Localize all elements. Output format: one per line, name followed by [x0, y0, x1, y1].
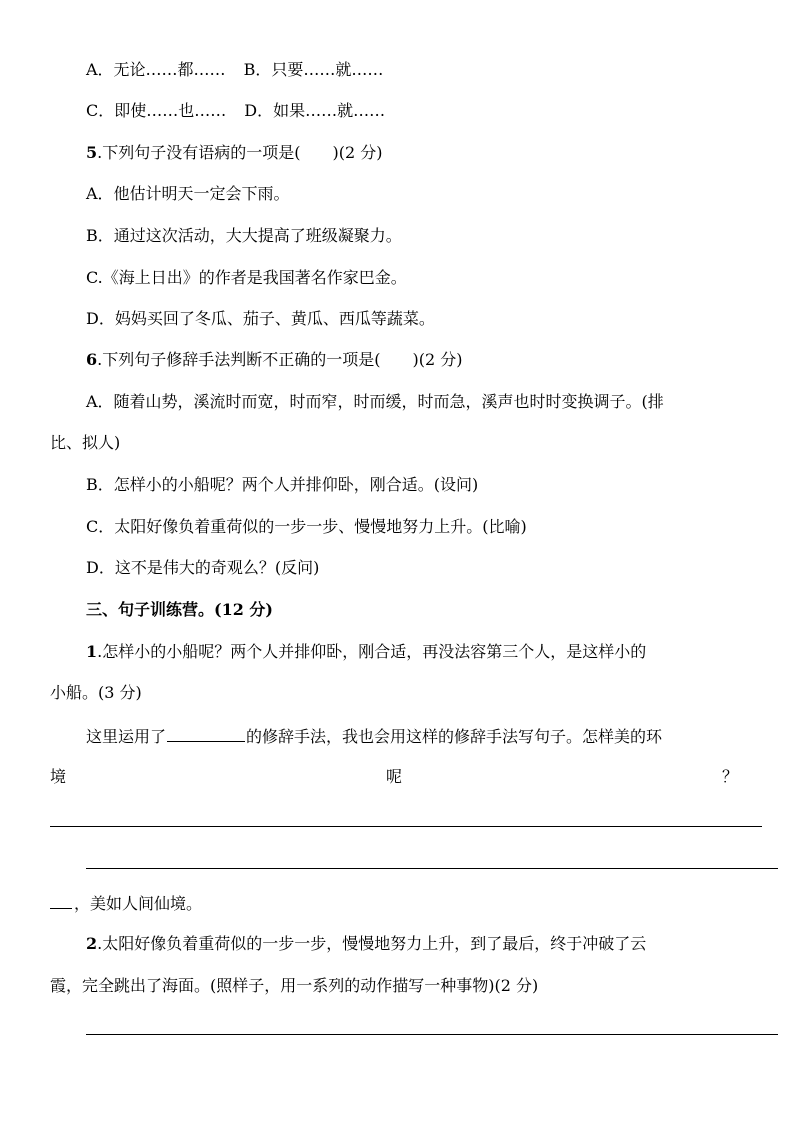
s3q1-ending-text: ，美如人间仙境。	[74, 894, 203, 913]
q6-option-c: C．太阳好像负着重荷似的一步一步、慢慢地努力上升。(比喻)	[86, 517, 527, 536]
s3q1-ending-line	[50, 892, 202, 914]
q5-number: 5	[86, 143, 98, 162]
q5-stem-text: .下列句子没有语病的一项是( )(2 分)	[97, 143, 383, 162]
q4-option-d: D．如果……就……	[244, 101, 386, 120]
q6-stem	[86, 350, 462, 370]
q6-option-a-line1: A．随着山势，溪流时而宽，时而窄，时而缓，时而急，溪声也时时变换调子。(排	[86, 392, 664, 411]
q6-option-a-line2: 比、拟人)	[50, 433, 121, 452]
q5-option-a: A．他估计明天一定会下雨。	[86, 184, 290, 203]
s3q1-spread-mid: 呢	[385, 767, 402, 786]
s3q1-spread-left: 境	[50, 767, 67, 786]
s3q1-answer-line-2[interactable]	[86, 868, 778, 869]
s3q1-ending-blank[interactable]	[50, 892, 72, 909]
s3q1-number: 1	[86, 642, 98, 661]
s3q1-answer-line-1[interactable]	[50, 826, 762, 827]
section-3-title: 三、句子训练营。(12 分)	[86, 600, 273, 619]
q4-option-a: A．无论……都……	[86, 60, 226, 79]
q5-option-b: B．通过这次活动，大大提高了班级凝聚力。	[86, 226, 402, 245]
s3q2-answer-line[interactable]	[86, 1034, 778, 1035]
q4-options-row-1	[86, 60, 383, 80]
s3q1-fill-suffix: 的修辞手法，我也会用这样的修辞手法写句子。怎样美的环	[246, 727, 663, 746]
q5-option-d: D．妈妈买回了冬瓜、茄子、黄瓜、西瓜等蔬菜。	[86, 309, 435, 328]
q4-option-b: B．只要……就……	[243, 60, 384, 79]
q5-option-c: C.《海上日出》的作者是我国著名作家巴金。	[86, 268, 407, 287]
s3q1-fill-line	[86, 725, 662, 747]
s3q1-line-1	[86, 642, 646, 662]
s3q1-line-2: 小船。(3 分)	[50, 683, 142, 702]
q4-option-c: C．即使……也……	[86, 101, 227, 120]
s3q1-spread-line	[50, 767, 738, 787]
q5-stem	[86, 143, 382, 163]
s3q1-fill-prefix: 这里运用了	[86, 727, 167, 746]
s3q2-line-1	[86, 934, 646, 954]
s3q1-text-1: .怎样小的小船呢？两个人并排仰卧，刚合适，再没法容第三个人，是这样小的	[97, 642, 647, 661]
q6-option-d: D．这不是伟大的奇观么？(反问)	[86, 558, 320, 577]
q6-option-b: B．怎样小的小船呢？两个人并排仰卧，刚合适。(设问)	[86, 475, 479, 494]
s3q2-line-2: 霞，完全跳出了海面。(照样子，用一系列的动作描写一种事物)(2 分)	[50, 976, 539, 995]
s3q1-spread-right: ？	[721, 767, 738, 786]
s3q2-text-1: .太阳好像负着重荷似的一步一步，慢慢地努力上升，到了最后，终于冲破了云	[97, 934, 647, 953]
q6-number: 6	[86, 350, 98, 369]
rhetoric-answer-blank[interactable]	[167, 725, 245, 742]
q6-stem-text: .下列句子修辞手法判断不正确的一项是( )(2 分)	[97, 350, 463, 369]
s3q2-number: 2	[86, 934, 98, 953]
q4-options-row-2	[86, 101, 385, 121]
